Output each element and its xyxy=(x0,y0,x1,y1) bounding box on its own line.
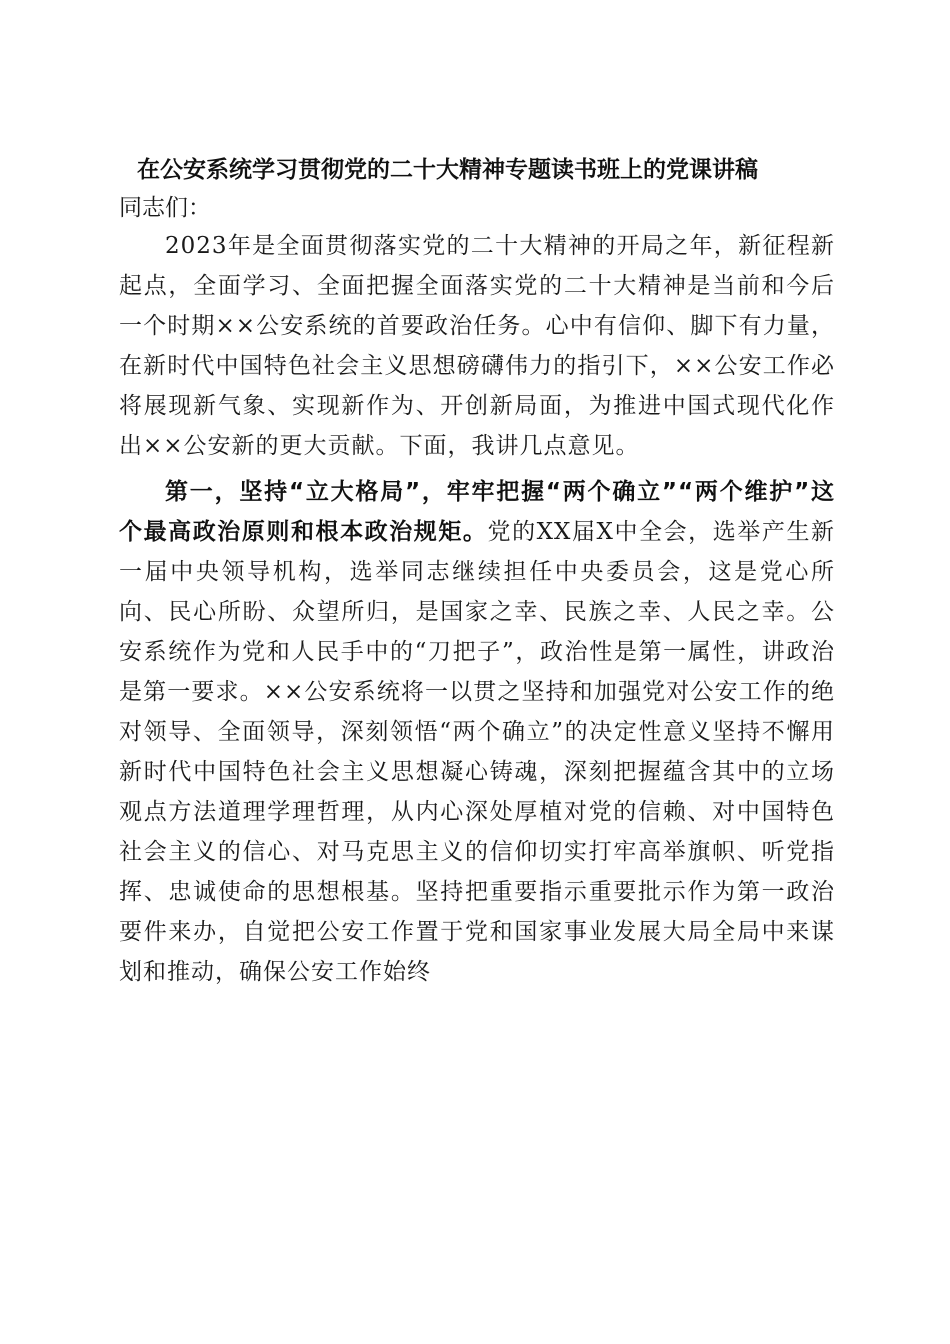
paragraph-point-one-text: 党的XX届X中全会，选举产生新一届中央领导机构，选举同志继续担任中央委员会，这是党心所向、民心所盼、众望所归，是国家之幸、民族之幸、人民之幸。公安系统作为党和人民手中的“刀把子”，政治性是第一属性，讲政治是第一要求。××公安系统将一以贯之坚持和加强党对公安工作的绝对领导、全面领导，深刻领悟“两个确立”的决定性意义坚持不懈用新时代中国特色社会主义思想凝心铸魂，深刻把握蕴含其中的立场观点方法道理学理哲理，从内心深处厚植对党的信赖、对中国特色社会主义的信心、对马克思主义的信仰切实打牢高举旗帜、听党指挥、忠诚使命的思想根基。坚持把重要指示重要批示作为第一政治要件来办，自觉把公安工作置于党和国家事业发展大局全局中来谋划和推动，确保公安工作始终 xyxy=(119,519,836,985)
paragraph-intro xyxy=(119,226,835,466)
document-title: 在公安系统学习贯彻党的二十大精神专题读书班上的党课讲稿 xyxy=(137,157,758,183)
document-body xyxy=(119,150,835,992)
paragraph-point-one-heading: 第一，坚持“立大格局”，牢牢把握“两个确立”“两个维护”这个最高政治原则和根本政治规矩。 xyxy=(119,479,835,545)
paragraph-point-one xyxy=(119,472,835,992)
paragraph-intro-text: 2023年是全面贯彻落实党的二十大精神的开局之年，新征程新起点，全面学习、全面把握全面落实党的二十大精神是当前和今后一个时期××公安系统的首要政治任务。心中有信仰、脚下有力量，在新时代中国特色社会主义思想磅礴伟力的指引下，××公安工作必将展现新气象、实现新作为、开创新局面，为推进中国式现代化作出××公安新的更大贡献。下面，我讲几点意见。 xyxy=(119,233,835,459)
salutation: 同志们： xyxy=(119,195,211,221)
